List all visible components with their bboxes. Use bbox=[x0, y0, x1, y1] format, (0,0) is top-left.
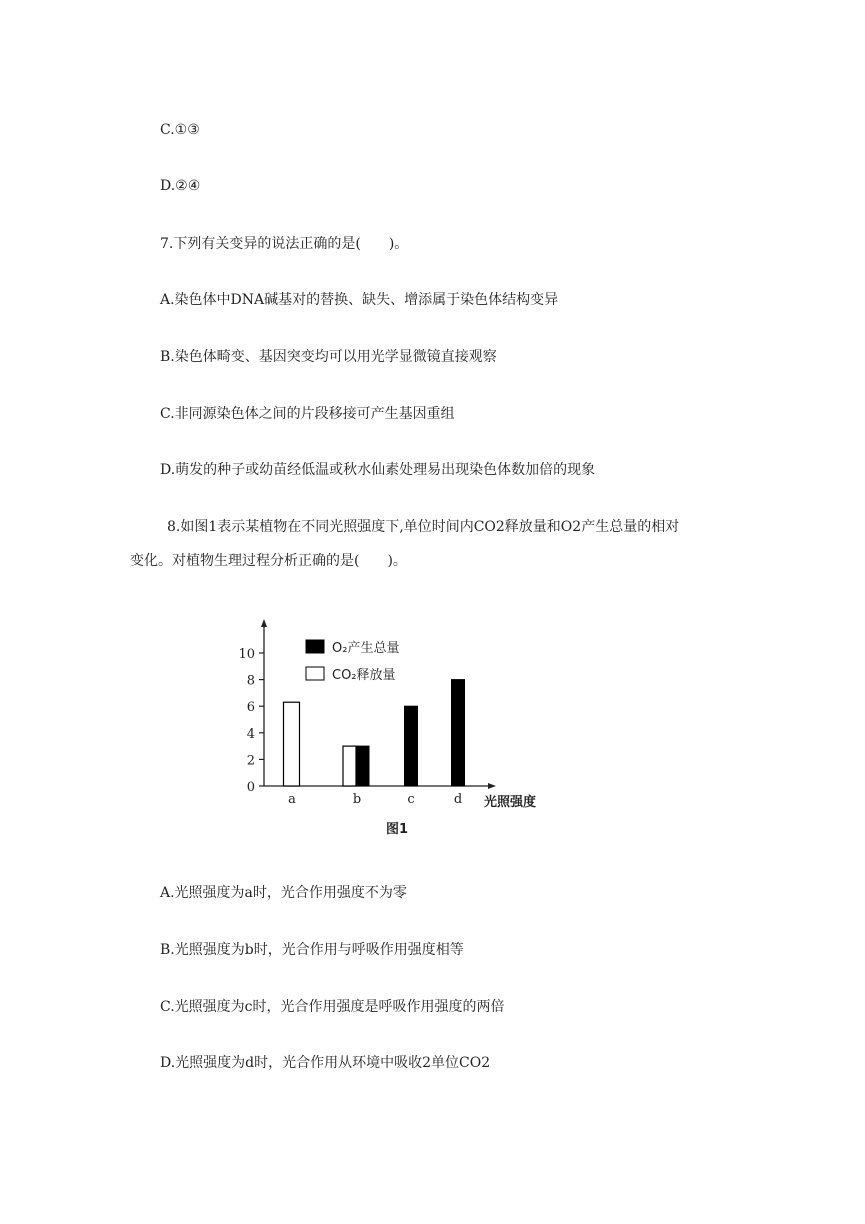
bar-co2-a bbox=[284, 702, 300, 786]
x-axis-label: 光照强度 bbox=[484, 795, 537, 810]
bar-o2-d bbox=[452, 680, 465, 786]
chart-title: 图1 bbox=[386, 822, 409, 837]
question-8-option-a: A.光照强度为a时，光合作用强度不为零 bbox=[160, 885, 407, 901]
question-8-stem-line2: 变化。对植物生理过程分析正确的是( )。 bbox=[130, 553, 407, 569]
question-8-option-c: C.光照强度为c时，光合作用强度是呼吸作用强度的两倍 bbox=[160, 999, 505, 1015]
y-tick-label: 0 bbox=[246, 780, 255, 795]
legend-label-co2: CO₂释放量 bbox=[332, 668, 396, 683]
bar-co2-b bbox=[343, 746, 356, 786]
y-tick-label: 2 bbox=[246, 753, 255, 769]
question-7-option-a: A.染色体中DNA碱基对的替换、缺失、增添属于染色体结构变异 bbox=[160, 292, 559, 308]
bar-o2-b bbox=[356, 746, 369, 786]
x-tick-label-b: b bbox=[352, 792, 362, 807]
y-ticks bbox=[238, 647, 264, 795]
legend-label-o2: O₂产生总量 bbox=[332, 641, 400, 656]
legend-swatch-co2 bbox=[306, 667, 324, 680]
y-tick-label: 4 bbox=[246, 726, 255, 742]
y-tick-label: 8 bbox=[246, 673, 255, 689]
chart-legend bbox=[306, 640, 399, 683]
question-8-stem-line1: 8.如图1表示某植物在不同光照强度下,单位时间内CO2释放量和O2产生总量的相对 bbox=[167, 519, 680, 535]
x-axis-arrow bbox=[488, 783, 496, 789]
x-ticks bbox=[288, 792, 462, 807]
question-7-option-d: D.萌发的种子或幼苗经低温或秋水仙素处理易出现染色体数加倍的现象 bbox=[160, 462, 596, 478]
question-8-option-b: B.光照强度为b时，光合作用与呼吸作用强度相等 bbox=[160, 942, 464, 958]
question-7-option-b: B.染色体畸变、基因突变均可以用光学显微镜直接观察 bbox=[160, 349, 497, 365]
x-tick-label-d: d bbox=[453, 792, 463, 807]
x-tick-label-c: c bbox=[407, 792, 415, 807]
y-tick-label: 6 bbox=[246, 700, 255, 716]
question-8-option-d: D.光照强度为d时，光合作用从环境中吸收2单位CO2 bbox=[160, 1055, 491, 1071]
bar-o2-c bbox=[405, 706, 418, 786]
option-c-prev: C.①③ bbox=[160, 122, 200, 138]
option-d-prev: D.②④ bbox=[160, 178, 201, 194]
y-tick-label: 10 bbox=[238, 647, 255, 662]
legend-swatch-o2 bbox=[306, 640, 324, 653]
question-7-option-c: C.非同源染色体之间的片段移接可产生基因重组 bbox=[160, 406, 455, 422]
bars bbox=[284, 680, 465, 786]
figure-1-bar-chart bbox=[230, 615, 570, 840]
y-axis-arrow bbox=[261, 619, 267, 627]
question-7-stem: 7.下列有关变异的说法正确的是( )。 bbox=[160, 236, 409, 252]
x-tick-label-a: a bbox=[288, 792, 296, 807]
